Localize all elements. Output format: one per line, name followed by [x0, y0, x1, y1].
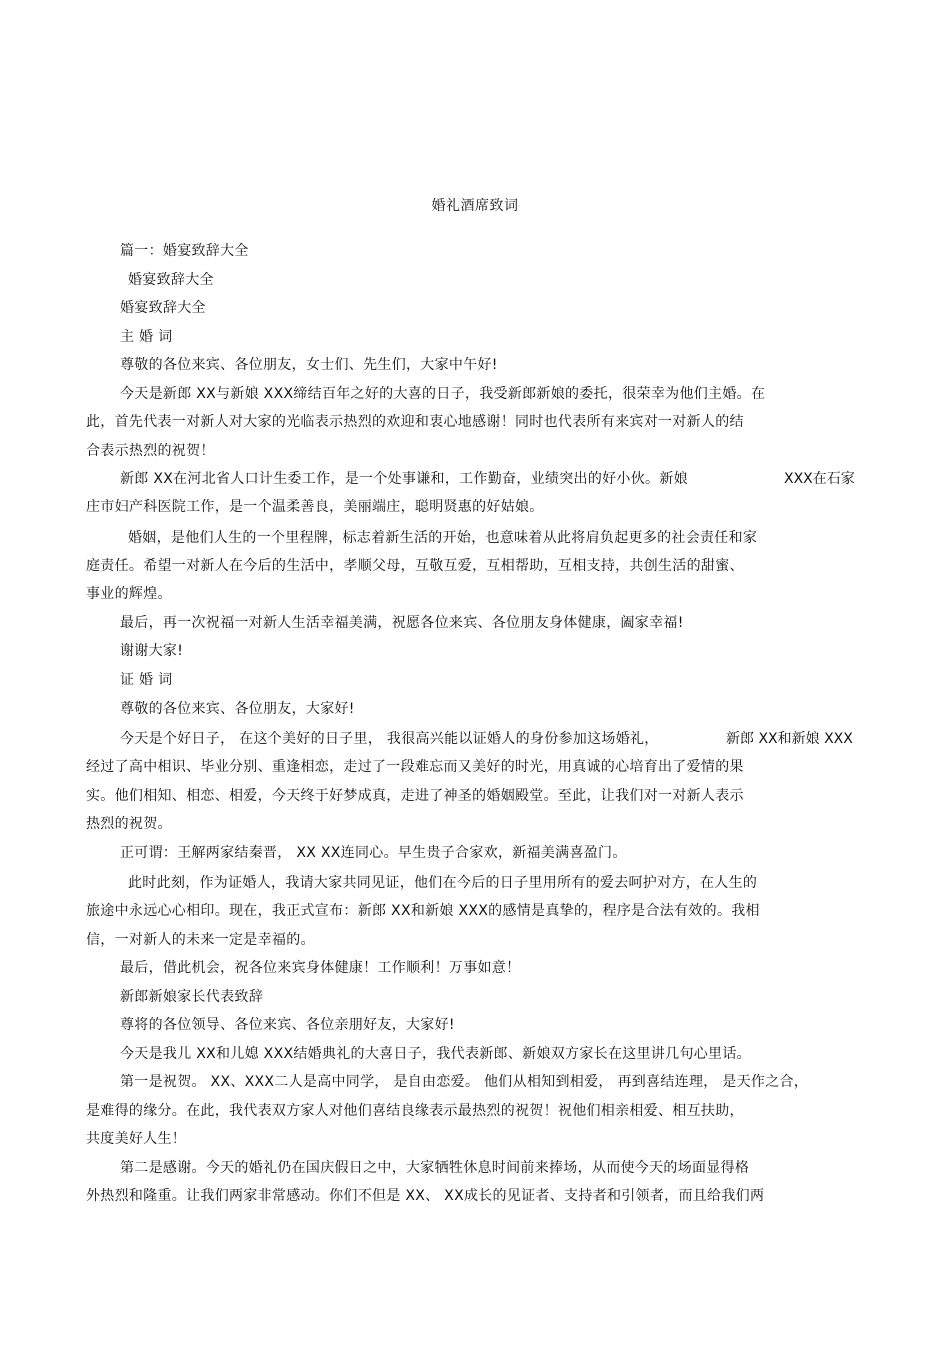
text-line: 正可谓：王解两家结秦晋， XX XX连同心。早生贵子合家欢，新福美满喜盈门。 — [120, 845, 627, 861]
text-line: 谢谢大家! — [120, 643, 184, 659]
text-line: 婚宴致辞大全 — [128, 272, 214, 288]
text-line: 新郎 XX在河北省人口计生委工作，是一个处事谦和，工作勤奋，业绩突出的好小伙。新娘 — [120, 471, 688, 487]
text-line: 尊敬的各位来宾、各位朋友，女士们、先生们，大家中午好! — [120, 357, 498, 373]
text-line: 新郎新娘家长代表致辞 — [120, 989, 263, 1005]
text-line: 实。他们相知、相恋、相爱，今天终于好梦成真，走进了神圣的婚姻殿堂。至此，让我们对一对新人表示 — [86, 788, 744, 804]
text-line: 今天是个好日子， 在这个美好的日子里， 我很高兴能以证婚人的身份参加这场婚礼， — [120, 731, 659, 747]
text-line: 主 婚 词 — [120, 329, 173, 345]
text-line: 证 婚 词 — [120, 672, 173, 688]
text-line: 今天是我儿 XX和儿媳 XXX结婚典礼的大喜日子，我代表新郎、新娘双方家长在这里讲几句心里话。 — [120, 1046, 751, 1062]
text-line: 尊将的各位领导、各位来宾、各位亲朋好友，大家好! — [120, 1017, 455, 1033]
text-line: 合表示热烈的祝贺！ — [86, 443, 215, 459]
text-line: 此，首先代表一对新人对大家的光临表示热烈的欢迎和衷心地感谢！同时也代表所有来宾对一对新人的结 — [86, 414, 744, 430]
document-title: 婚礼酒席致词 — [431, 198, 519, 214]
text-line-fragment: XXX在石家 — [784, 471, 855, 487]
text-line: 经过了高中相识、毕业分别、重逢相恋，走过了一段难忘而又美好的时光，用真诚的心培育出了爱情的果 — [86, 759, 744, 775]
text-line: 尊敬的各位来宾、各位朋友，大家好! — [120, 701, 355, 717]
text-line: 外热烈和隆重。让我们两家非常感动。你们不但是 XX、 XX成长的见证者、支持者和引领者，而且给我们两 — [86, 1188, 765, 1204]
text-line-fragment: 新郎 XX和新娘 XXX — [726, 731, 853, 747]
text-line: 共度美好人生！ — [86, 1131, 187, 1147]
text-line: 庭责任。希望一对新人在今后的生活中，孝顺父母，互敬互爱，互相帮助，互相支持，共创生活的甜蜜、 — [86, 558, 744, 574]
text-line: 篇一：婚宴致辞大全 — [120, 243, 249, 259]
text-line: 庄市妇产科医院工作，是一个温柔善良，美丽端庄，聪明贤惠的好姑娘。 — [86, 499, 544, 515]
text-line: 婚宴致辞大全 — [120, 300, 206, 316]
text-line: 最后，借此机会，祝各位来宾身体健康！工作顺利！万事如意！ — [120, 960, 521, 976]
text-line: 第一是祝贺。 XX、XXX二人是高中同学， 是自由恋爱。 他们从相知到相爱， 再到喜结连理， 是天作之合， — [120, 1074, 809, 1090]
text-line: 第二是感谢。今天的婚礼仍在国庆假日之中，大家牺牲休息时间前来捧场，从而使今天的场面显得格 — [120, 1160, 750, 1176]
text-line: 旅途中永远心心相印。现在，我正式宣布：新郎 XX和新娘 XXX的感情是真挚的，程序是合法有效的。我相 — [86, 903, 760, 919]
text-line: 此时此刻，作为证婚人，我请大家共同见证，他们在今后的日子里用所有的爱去呵护对方，在人生的 — [128, 875, 758, 891]
text-line: 是难得的缘分。在此，我代表双方家人对他们喜结良缘表示最热烈的祝贺！祝他们相亲相爱、相互扶助， — [86, 1103, 744, 1119]
text-line: 热烈的祝贺。 — [86, 816, 172, 832]
text-line: 婚姻，是他们人生的一个里程牌，标志着新生活的开始，也意味着从此将肩负起更多的社会责任和家 — [128, 530, 758, 546]
text-line: 最后，再一次祝福一对新人生活幸福美满，祝愿各位来宾、各位朋友身体健康，阖家幸福! — [120, 615, 684, 631]
text-line: 信，一对新人的未来一定是幸福的。 — [86, 932, 315, 948]
text-line: 今天是新郎 XX与新娘 XXX缔结百年之好的大喜的日子，我受新郎新娘的委托，很荣幸为他们主婚。在 — [120, 386, 766, 402]
text-line: 事业的辉煌。 — [86, 586, 172, 602]
